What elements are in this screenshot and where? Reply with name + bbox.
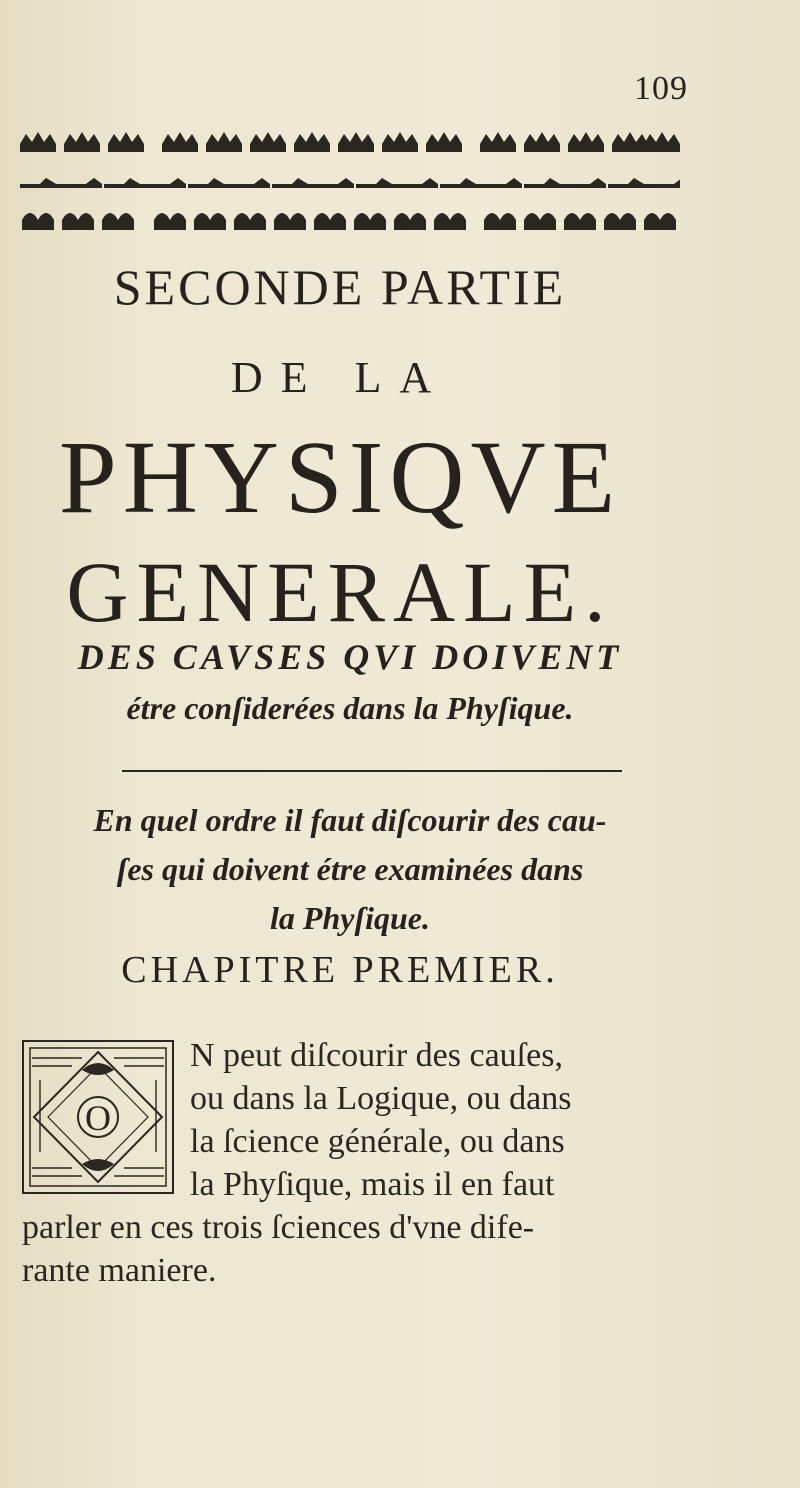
body-line-2: ou dans la Logique, ou dans [190,1080,572,1117]
title-line-seconde-partie: SECONDE PARTIE [113,259,567,315]
title-line-de-la: DE LA [230,353,450,402]
summary-line-1: En quel ordre il faut diſcourir des cau- [93,802,607,838]
body-line-4: la Phyſique, mais il en faut [190,1166,555,1203]
drop-cap-ornament [22,1040,174,1194]
body-line-3: la ſcience générale, ou dans [190,1123,565,1160]
body-paragraph-full [22,1206,672,1292]
body-line-6: rante maniere. [22,1252,217,1289]
summary-line-3: la Phyſique. [270,900,430,936]
chapter-title: CHAPITRE PREMIER. [121,949,559,991]
section-heading-line-2: étre conſiderées dans la Phyſique. [126,690,574,726]
body-line-5: parler en ces trois ſciences d'vne dife- [22,1209,535,1246]
drop-cap-letter: O [85,1098,111,1138]
body-paragraph-indented [190,1034,670,1206]
page-number: 109 [634,70,688,107]
section-heading-line-1: DES CAVSES QVI DOIVENT [77,637,623,677]
title-line-physique: PHYSIQVE [58,420,622,535]
headpiece-ornament [20,124,680,242]
divider-rule [122,770,622,772]
chapter-summary [20,796,680,943]
title-line-generale: GENERALE. [66,544,614,640]
summary-line-2: ſes qui doivent étre examinées dans [116,851,584,887]
body-line-1: N peut diſcourir des cauſes, [190,1037,563,1074]
